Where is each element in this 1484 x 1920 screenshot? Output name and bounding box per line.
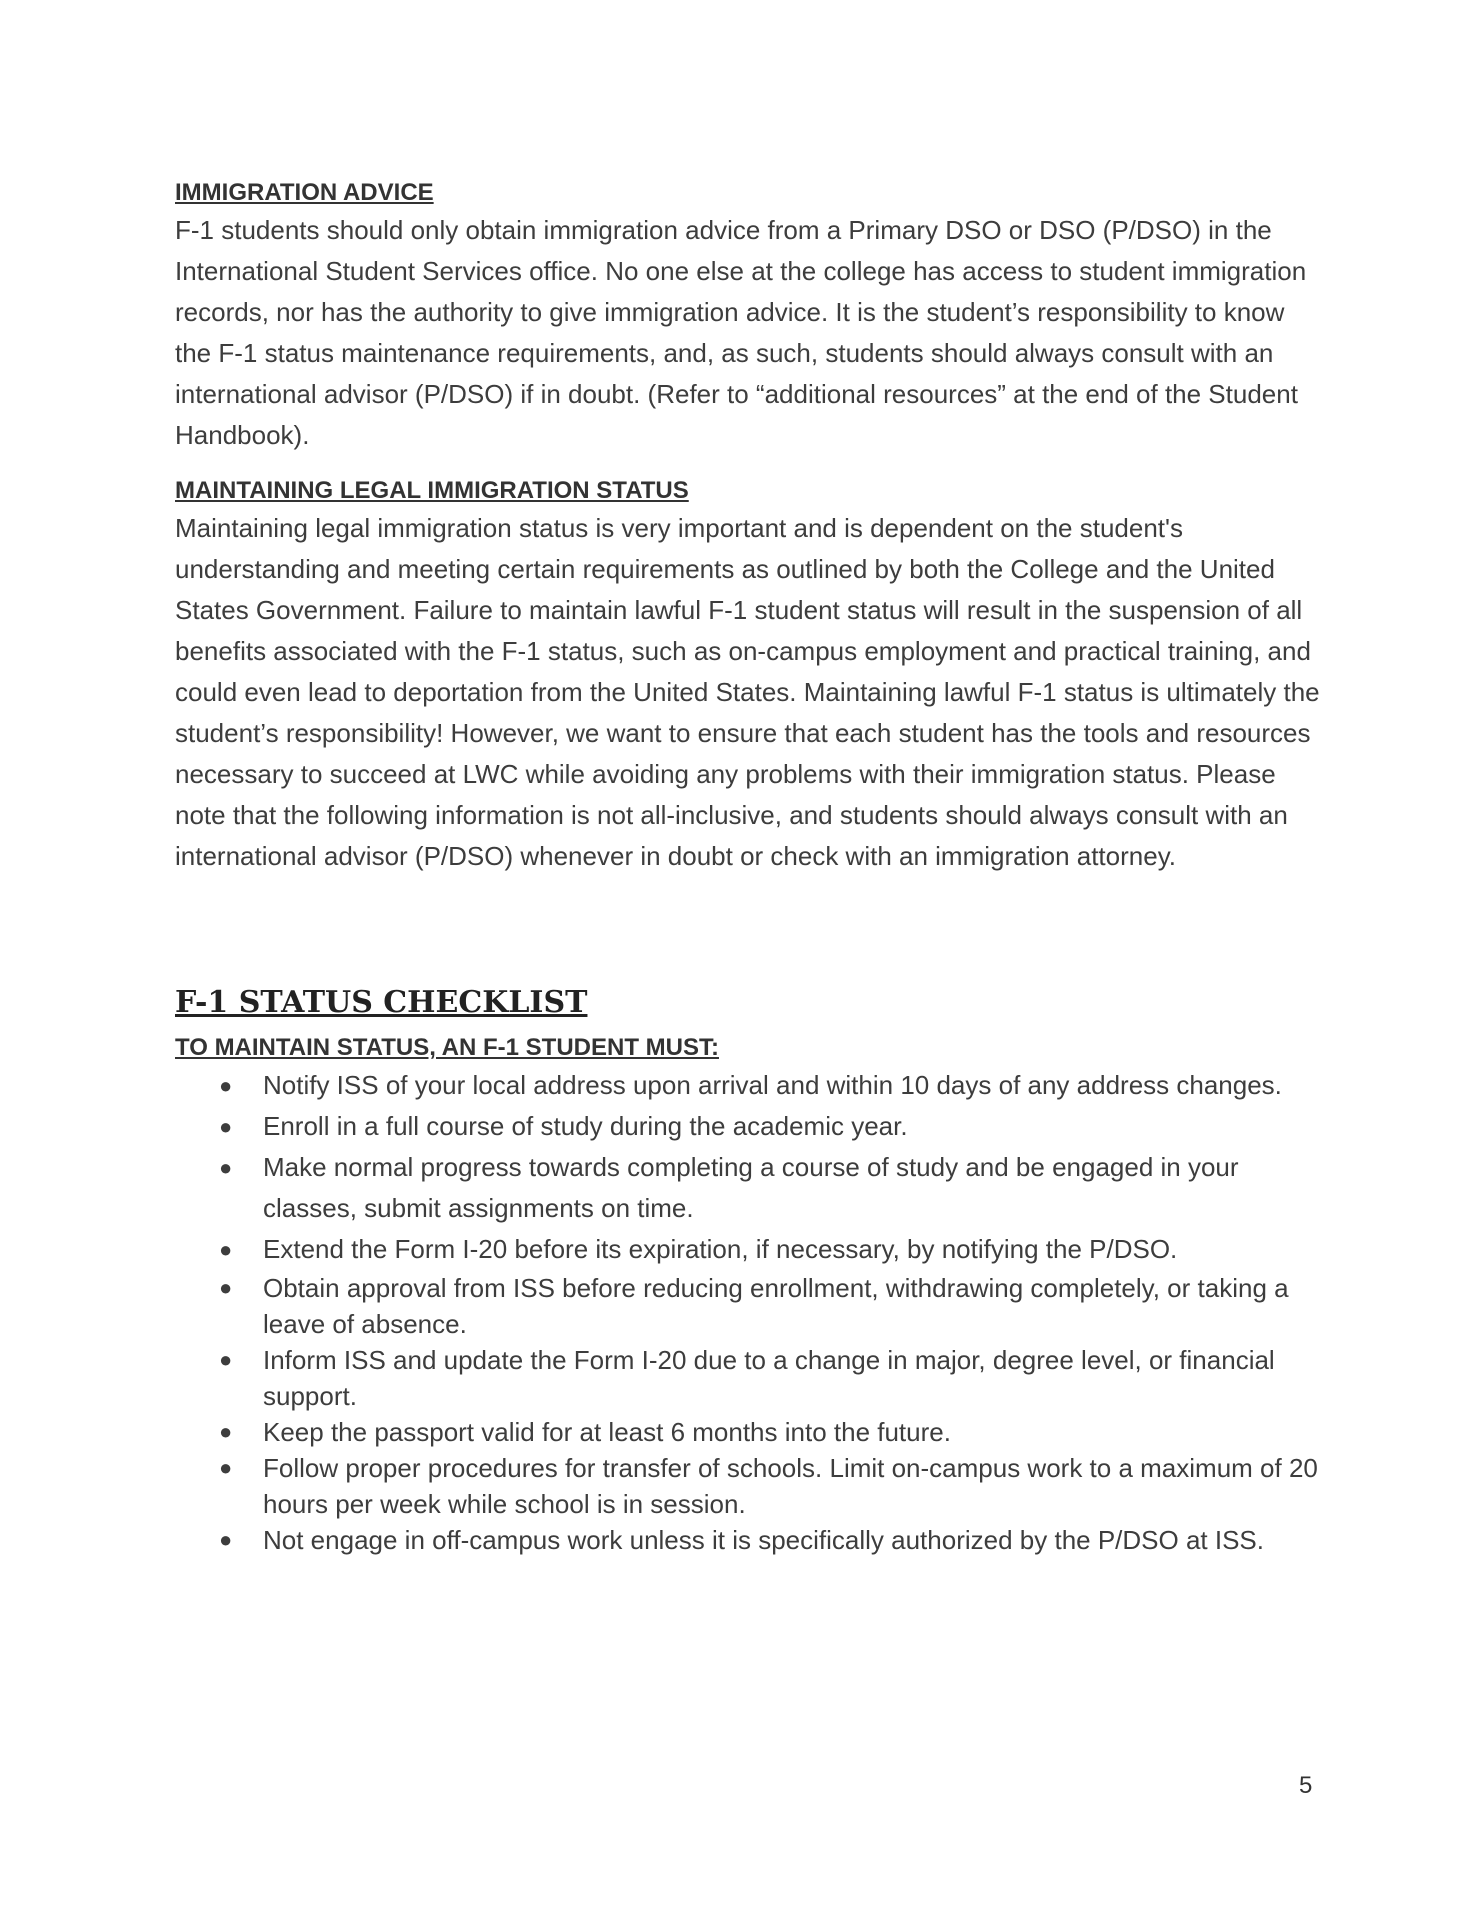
list-item-text: Extend the Form I-20 before its expiration, if necessary, by notifying the P/DSO. [263, 1234, 1178, 1264]
bullet-icon: ● [219, 1527, 233, 1552]
list-item-text: Make normal progress towards completing a course of study and be engaged in your classes, submit assignments on time. [263, 1152, 1239, 1223]
list-item-text: Obtain approval from ISS before reducing enrollment, withdrawing completely, or taking a leave of absence. [263, 1273, 1289, 1339]
list-item-text: Inform ISS and update the Form I-20 due to a change in major, degree level, or financial support. [263, 1345, 1275, 1411]
list-item-text: Enroll in a full course of study during the academic year. [263, 1111, 908, 1141]
document-page [175, 176, 1320, 1558]
bullet-icon: ● [219, 1347, 233, 1372]
spacer [175, 456, 1320, 474]
list-item [175, 1270, 1320, 1342]
list-item [175, 1106, 1320, 1147]
checklist-title: F-1 STATUS CHECKLIST [175, 985, 588, 1020]
maintaining-status-heading: MAINTAINING LEGAL IMMIGRATION STATUS [175, 477, 689, 504]
list-item [175, 1147, 1320, 1229]
list-item [175, 1522, 1320, 1558]
spacer [175, 877, 1320, 983]
immigration-advice-text: F-1 students should only obtain immigration advice from a Primary DSO or DSO (P/DSO) in the International Student Services office. No one else at the college has access to student immigration records, nor has the authority to give immigration advice. It is the student’s responsibility to know the F-1 status maintenance requirements, and, as such, students should always consult with an international advisor (P/DSO) if in doubt. (Refer to “additional resources” at the end of the Student Handbook). [175, 215, 1307, 450]
bullet-icon: ● [219, 1455, 233, 1480]
maintaining-status-text: Maintaining legal immigration status is very important and is dependent on the student's understanding and meeting certain requirements as outlined by both the College and the United States Government. Failure to maintain lawful F-1 student status will result in the suspension of all benefits associated with the F-1 status, such as on-campus employment and practical training, and could even lead to deportation from the United States. Maintaining lawful F-1 status is ultimately the student’s responsibility! However, we want to ensure that each student has the tools and resources necessary to succeed at LWC while avoiding any problems with their immigration status. Please note that the following information is not all-inclusive, and students should always consult with an international advisor (P/DSO) whenever in doubt or check with an immigration attorney. [175, 513, 1320, 871]
list-item [175, 1065, 1320, 1106]
checklist-subtitle: TO MAINTAIN STATUS, AN F-1 STUDENT MUST: [175, 1034, 719, 1061]
list-item-text: Not engage in off-campus work unless it is specifically authorized by the P/DSO at ISS. [263, 1525, 1264, 1555]
checklist [175, 1065, 1320, 1558]
bullet-icon: ● [219, 1419, 233, 1444]
list-item-text: Keep the passport valid for at least 6 months into the future. [263, 1417, 951, 1447]
immigration-advice-heading: IMMIGRATION ADVICE [175, 179, 434, 206]
page-number: 5 [1299, 1772, 1313, 1799]
bullet-icon: ● [219, 1155, 233, 1180]
list-item [175, 1342, 1320, 1414]
list-item-text: Follow proper procedures for transfer of schools. Limit on-campus work to a maximum of 20 hours per week while school is in session. [263, 1453, 1318, 1519]
bullet-icon: ● [219, 1275, 233, 1300]
list-item [175, 1414, 1320, 1450]
list-item [175, 1450, 1320, 1522]
bullet-icon: ● [219, 1073, 233, 1098]
list-item [175, 1229, 1320, 1270]
list-item-text: Notify ISS of your local address upon arrival and within 10 days of any address changes. [263, 1070, 1282, 1100]
bullet-icon: ● [219, 1114, 233, 1139]
bullet-icon: ● [219, 1237, 233, 1262]
